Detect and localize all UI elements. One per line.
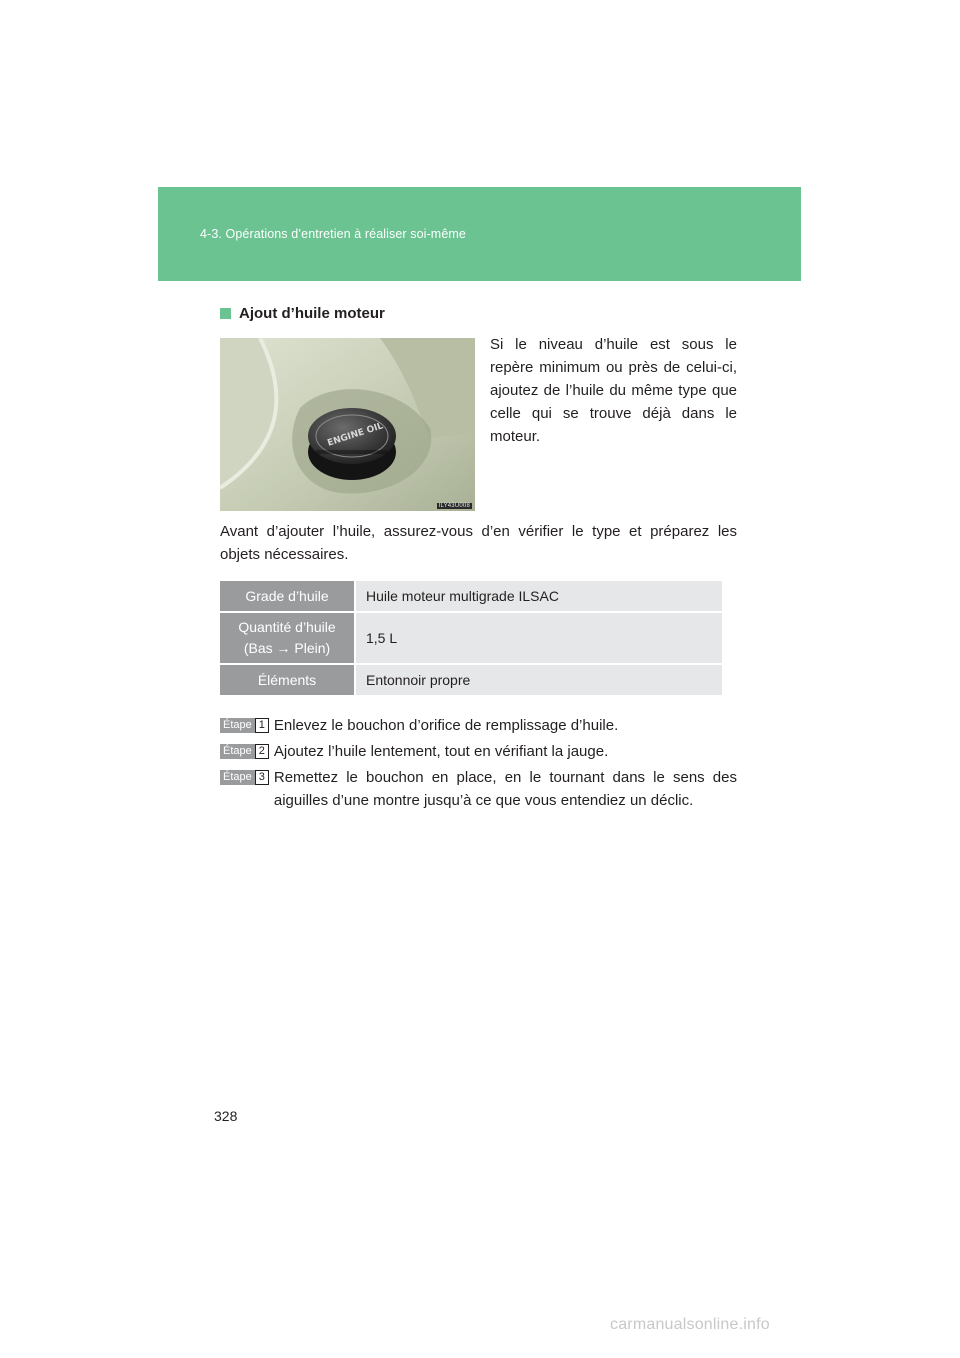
table-label: Éléments	[257, 671, 317, 688]
table-value-cell: Entonnoir propre	[356, 665, 722, 695]
table-label-cell	[220, 665, 354, 695]
table-value-cell: 1,5 L	[356, 613, 722, 663]
header-band	[158, 187, 801, 281]
step-badge-word: Étape	[220, 770, 255, 785]
step-list	[220, 714, 737, 815]
page-number: 328	[214, 1108, 238, 1124]
step-badge	[220, 744, 269, 759]
oil-cap-drawing	[220, 338, 475, 511]
step-text: Enlevez le bouchon d’orifice de remplissage d’huile.	[273, 717, 619, 734]
step-badge-word: Étape	[220, 718, 255, 733]
step-item	[220, 714, 737, 737]
table-value-cell: Huile moteur multigrade ILSAC	[356, 581, 722, 611]
watermark: carmanualsonline.info	[610, 1316, 770, 1333]
table-row	[220, 665, 722, 695]
cap-label: ENGINE OIL	[326, 421, 385, 449]
step-item	[220, 740, 737, 763]
step-badge-number: 2	[255, 744, 269, 759]
step-badge-word: Étape	[220, 744, 255, 759]
table-label-line2: (Bas → Plein)	[243, 640, 331, 656]
section-heading	[220, 305, 385, 322]
step-badge	[220, 718, 269, 733]
table-row	[220, 581, 722, 611]
illustration-code: ILY43U008	[438, 503, 470, 509]
step-badge-number: 1	[255, 718, 269, 733]
side-paragraph: Si le niveau d’huile est sous le repère minimum ou près de celui-ci, ajoutez de l’huile du même type que celle qui se trouve déjà dans le moteur.	[490, 336, 737, 445]
step-badge	[220, 770, 269, 785]
table-row	[220, 613, 722, 663]
header-title: 4-3. Opérations d’entretien à réaliser soi-même	[200, 227, 466, 241]
oil-spec-table	[220, 581, 722, 697]
step-text: Remettez le bouchon en place, en le tournant dans le sens des aiguilles d’une montre jusqu’à ce que vous entendiez un déclic.	[273, 769, 737, 809]
step-item	[220, 766, 737, 812]
table-label-cell	[220, 613, 354, 663]
table-label: Grade d’huile	[245, 587, 329, 604]
step-text: Ajoutez l’huile lentement, tout en vérifiant la jauge.	[273, 743, 609, 760]
oil-cap-illustration	[220, 338, 475, 511]
intro-paragraph: Avant d’ajouter l’huile, assurez-vous d’en vérifier le type et préparez les objets nécessaires.	[220, 523, 737, 563]
step-badge-number: 3	[255, 770, 269, 785]
section-heading-text: Ajout d’huile moteur	[239, 305, 385, 322]
table-label-cell	[220, 581, 354, 611]
heading-bullet-icon	[220, 308, 231, 319]
table-label: Quantité d’huile	[238, 619, 336, 635]
